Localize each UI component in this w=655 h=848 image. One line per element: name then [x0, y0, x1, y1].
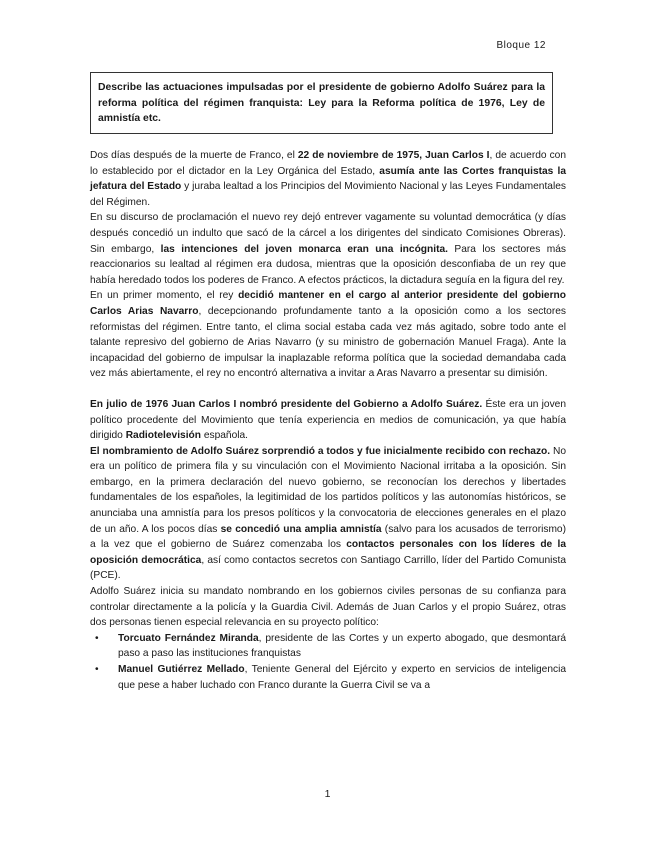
text-run: , así como contactos secretos con Santiago Carrillo, líder del Partido Comunista (PCE).: [90, 554, 566, 582]
text-run: , Teniente General del Ejército y experto en servicios de inteligencia que pese a haber luchado con Franco durante la Guerra Civil se va a: [118, 664, 567, 691]
text-run: y juraba lealtad a los Principios del Movimiento Nacional y las Leyes Fundamentales del Régimen.: [90, 181, 566, 208]
bold-text: Manuel Gutiérrez Mellado: [118, 664, 245, 675]
text-run: , de acuerdo con lo establecido por el dictador en la Ley Orgánica del Estado,: [90, 150, 566, 177]
paragraphs-container: [90, 148, 566, 631]
text-run: Dos días después de la muerte de Franco, el: [90, 150, 298, 161]
bold-text: 22 de noviembre de 1975, Juan Carlos I: [297, 150, 490, 161]
bullet-marker: •: [95, 632, 99, 644]
text-run: Éste era un joven político procedente del Movimiento que tenía experiencia en medios de comunicación, ya que había dirigido: [90, 398, 566, 442]
paragraph-spacer: [90, 382, 566, 397]
paragraph: [90, 210, 566, 288]
paragraph: [90, 148, 566, 210]
paragraph: [90, 397, 566, 444]
bold-text: decidió mantener en el cargo al anterior presidente del gobierno Carlos Arias Navarro: [90, 290, 566, 317]
paragraph: [90, 444, 566, 584]
bold-text: En julio de 1976 Juan Carlos I nombró presidente del Gobierno a Adolfo Suárez.: [90, 398, 483, 410]
text-run: Adolfo Suárez inicia su mandato nombrando en los gobiernos civiles personas de su confianza para controlar directamente a la policía y la Guardia Civil. Además de Juan Carlos y el propio Suárez, otras dos personas tienen especial relevancia en su proyecto político:: [90, 586, 566, 629]
question-box: Describe las actuaciones impulsadas por el presidente de gobierno Adolfo Suárez para la reforma política del régimen franquista: Ley para la Reforma política de 1976, Ley de amnistía etc.: [90, 72, 553, 134]
text-run: En un primer momento, el rey: [90, 290, 239, 302]
text-run: En su discurso de proclamación el nuevo rey dejó entrever vagamente su voluntad democrática (y días después concedió un indulto que sacó de la cárcel a los dirigentes del sindicato Comisiones Obreras). Sin embargo,: [90, 212, 566, 255]
bold-text: las intenciones del joven monarca eran una incógnita.: [160, 243, 448, 255]
text-run: , decepcionando profundamente tanto a la oposición como a los sectores reformistas del régimen. Entre tanto, el clima social estaba cada vez más agitado, sobre todo ante el talante represivo del gobierno de Arias Navarro (y su ministro de gobernación Manuel Fraga). Ante la incapacidad del gobierno de impulsar la inaplazable reforma política que la sociedad demandaba cada vez más abiertamente, el rey no encontró alternativa a invitar a Aras Navarro a presentar su dimisión.: [90, 305, 566, 380]
bold-text: se concedió una amplia amnistía: [220, 523, 382, 535]
paragraph: [90, 584, 566, 631]
text-run: española.: [200, 430, 248, 442]
document-body: [90, 148, 566, 693]
bullet-marker: •: [95, 664, 99, 675]
bullet-item: [90, 631, 566, 662]
text-run: Para los sectores más reaccionarios su lealtad al régimen era dudosa, mientras que la oposición desconfiaba de un rey que había heredado todos los poderes de Franco. A efectos prácticos, la dictadura seguía en la figura del rey.: [90, 243, 566, 286]
text-run: No era un político de primera fila y su vinculación con el Movimiento Nacional irritaba a la oposición. Sin embargo, en la primera declaración del nuevo gobierno, se reconocían los derechos y libertades fundamentales de los españoles, la legitimidad de los partidos políticos y las autonomías históricos, se anunciaba una amnistía para los presos políticos y la convocatoria de elecciones generales en el plazo de un año. A los pocos días: [90, 445, 566, 535]
text-run: , presidente de las Cortes y un experto abogado, que desmontará paso a paso las instituciones franquistas: [118, 632, 566, 660]
bullet-list: [90, 631, 566, 693]
bold-text: contactos personales con los líderes de la oposición democrática: [90, 539, 566, 566]
text-run: (salvo para los acusados de terrorismo) a la vez que el gobierno de Suárez comenzaba los: [90, 523, 566, 551]
bold-text: El nombramiento de Adolfo Suárez sorprendió a todos y fue inicialmente recibido con rechazo.: [90, 445, 551, 457]
block-label: Bloque 12: [496, 40, 546, 51]
bold-text: asumía ante las Cortes franquistas la jefatura del Estado: [90, 165, 566, 193]
bold-text: Radiotelevisión: [125, 430, 201, 442]
bullet-item: [90, 662, 566, 693]
page-number: 1: [324, 788, 331, 800]
paragraph: [90, 288, 566, 382]
bold-text: Torcuato Fernández Miranda: [118, 632, 259, 644]
